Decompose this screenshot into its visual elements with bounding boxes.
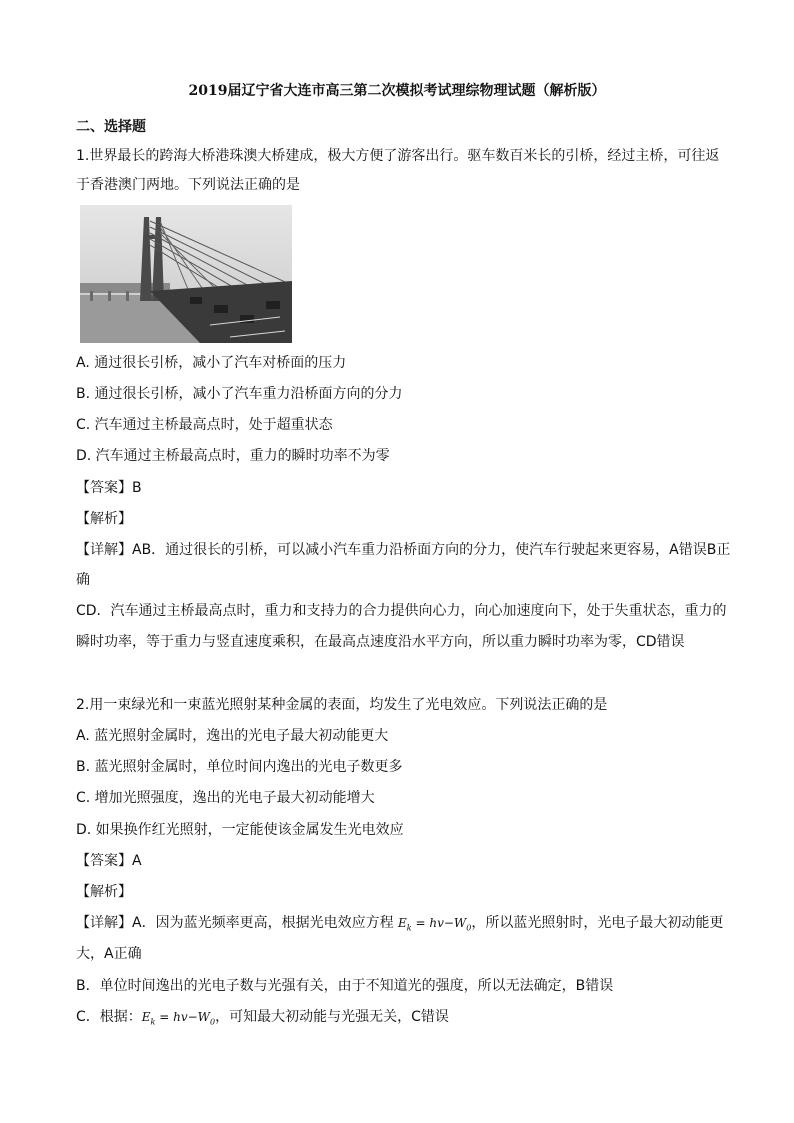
bridge-illustration (80, 205, 292, 343)
q2-detail-c (76, 1007, 449, 1032)
q2-option-b: B. 蓝光照射金属时，单位时间内逸出的光电子数更多 (76, 759, 403, 775)
q1-detail-line2: 确 (76, 572, 90, 588)
q2-analysis-label: 【解析】 (76, 884, 132, 900)
q1-stem-line1: 1.世界最长的跨海大桥港珠澳大桥建成，极大方便了游客出行。驱车数百米长的引桥，经过主桥，可往返 (76, 148, 720, 164)
q1-detail-line1: 【详解】AB．通过很长的引桥，可以减小汽车重力沿桥面方向的分力，使汽车行驶起来更容易，A错误B正 (76, 542, 731, 558)
q2-detail-c-pre: C．根据： (76, 1009, 142, 1025)
section-heading: 二、选择题 (76, 119, 146, 135)
q2-stem: 2.用一束绿光和一束蓝光照射某种金属的表面，均发生了光电效应。下列说法正确的是 (76, 697, 608, 713)
q2-detail-a-pre: 【详解】A．因为蓝光频率更高，根据光电效应方程 (76, 915, 394, 931)
bridge-photo (80, 205, 292, 343)
q1-analysis-label: 【解析】 (76, 511, 132, 527)
q2-detail-c-post: ，可知最大初动能与光强无关，C错误 (215, 1009, 449, 1025)
q1-stem-line2: 于香港澳门两地。下列说法正确的是 (76, 177, 300, 193)
q1-option-a: A. 通过很长引桥，减小了汽车对桥面的压力 (76, 355, 347, 371)
page-title: 2019届辽宁省大连市高三第二次模拟考试理综物理试题（解析版） (188, 83, 606, 99)
q1-answer: 【答案】B (76, 480, 142, 496)
q1-option-d: D. 汽车通过主桥最高点时，重力的瞬时功率不为零 (76, 448, 390, 464)
q2-option-a: A. 蓝光照射金属时，逸出的光电子最大初动能更大 (76, 728, 389, 744)
photoelectric-equation-2: $E_k = hv-W_0$ (141, 1010, 216, 1027)
q2-option-d: D. 如果换作红光照射，一定能使该金属发生光电效应 (76, 822, 404, 838)
q1-option-b: B. 通过很长引桥，减小了汽车重力沿桥面方向的分力 (76, 386, 403, 402)
q2-detail-a-post: ，所以蓝光照射时，光电子最大初动能更 (471, 915, 724, 931)
q2-detail-a-line2: 大，A正确 (76, 946, 142, 962)
q2-detail-a-line1 (76, 913, 723, 938)
q2-option-c: C. 增加光照强度，逸出的光电子最大初动能增大 (76, 790, 375, 806)
photoelectric-equation: $E_k = hv-W_0$ (398, 916, 472, 933)
q1-detail-line4: 瞬时功率，等于重力与竖直速度乘积，在最高点速度沿水平方向，所以重力瞬时功率为零，CD错误 (76, 634, 685, 650)
q1-option-c: C. 汽车通过主桥最高点时，处于超重状态 (76, 417, 333, 433)
q2-answer: 【答案】A (76, 853, 142, 869)
q1-detail-line3: CD．汽车通过主桥最高点时，重力和支持力的合力提供向心力，向心加速度向下，处于失重状态，重力的 (76, 603, 727, 619)
q2-detail-b: B．单位时间逸出的光电子数与光强有关，由于不知道光的强度，所以无法确定，B错误 (76, 978, 614, 994)
